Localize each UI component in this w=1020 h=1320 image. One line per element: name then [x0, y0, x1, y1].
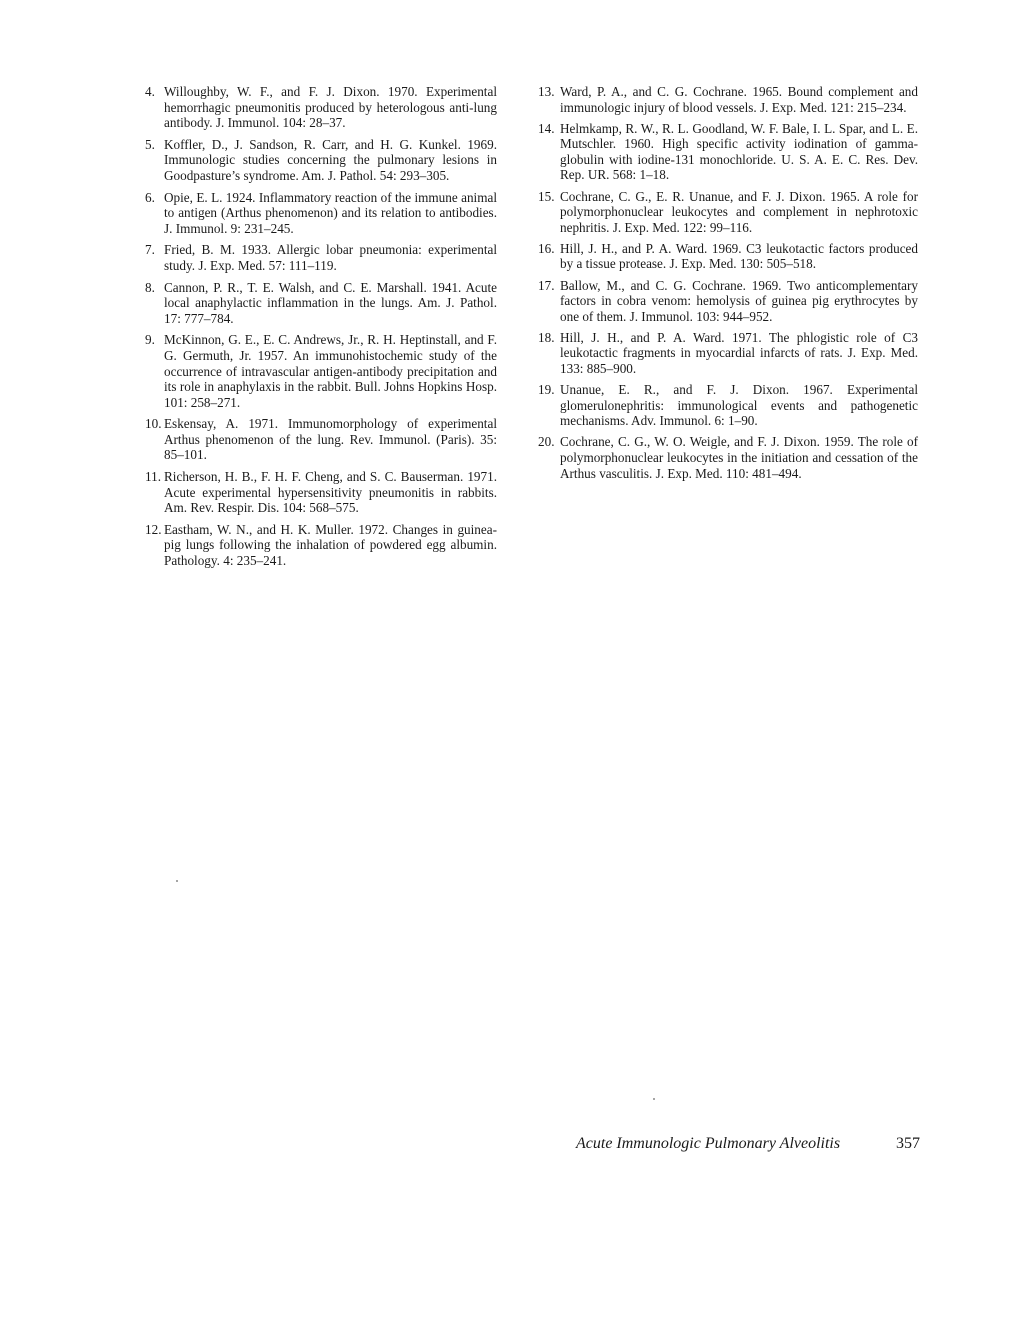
reference-text: Koffler, D., J. Sandson, R. Carr, and H. G. Kunkel. 1969. Immunologic studies concerning the pulmonary lesions in Goodpasture’s syndrome. Am. J. Pathol. 54: 293–305. [164, 136, 497, 183]
running-title: Acute Immunologic Pulmonary Alveolitis [576, 1135, 841, 1152]
reference-number: 7. [145, 242, 155, 258]
reference-text: Helmkamp, R. W., R. L. Goodland, W. F. Bale, I. L. Spar, and L. E. Mutschler. 1960. High specific activity iodination of gamma-globulin with iodine-131 monochloride. U. S. A. E. C. Res. Dev. Rep. UR. 568: 1–18. [560, 120, 918, 183]
reference-item-7 [145, 242, 497, 273]
reference-item-13 [538, 84, 918, 115]
reference-text: Unanue, E. R., and F. J. Dixon. 1967. Experimental glomerulonephritis: immunological events and pathogenetic mechanisms. Adv. Immunol. 6: 1–90. [560, 382, 918, 429]
reference-item-18 [538, 330, 918, 377]
reference-item-12 [145, 522, 497, 569]
reference-item-4 [145, 84, 497, 131]
reference-item-6 [145, 190, 497, 237]
reference-number: 8. [145, 279, 155, 295]
reference-item-17 [538, 278, 918, 325]
reference-item-19 [538, 382, 918, 429]
reference-item-15 [538, 189, 918, 236]
reference-text: Hill, J. H., and P. A. Ward. 1971. The phlogistic role of C3 leukotactic fragments in myocardial infarcts of rats. J. Exp. Med. 133: 885–900. [560, 329, 918, 376]
reference-text: Richerson, H. B., F. H. F. Cheng, and S. C. Bauserman. 1971. Acute experimental hypersensitivity pneumonitis in rabbits. Am. Rev. Respir. Dis. 104: 568–575. [164, 469, 497, 516]
reference-number: 13. [538, 84, 555, 99]
reference-number: 11. [145, 469, 161, 485]
reference-number: 14. [538, 120, 555, 136]
reference-text: Eskensay, A. 1971. Immunomorphology of experimental Arthus phenomenon of the lung. Rev. Immunol. (Paris). 35: 85–101. [164, 416, 497, 463]
reference-text: Ballow, M., and C. G. Cochrane. 1969. Two anticomplementary factors in cobra venom: hemolysis of guinea pig erythrocytes by one of them. J. Immunol. 103: 944–952. [560, 277, 918, 324]
reference-item-8 [145, 280, 497, 327]
reference-item-10 [145, 416, 497, 463]
reference-text: Fried, B. M. 1933. Allergic lobar pneumonia: experimental study. J. Exp. Med. 57: 111–119. [164, 242, 497, 273]
reference-text: Ward, P. A., and C. G. Cochrane. 1965. Bound complement and immunologic injury of blood vessels. J. Exp. Med. 121: 215–234. [560, 84, 918, 115]
reference-number: 6. [145, 189, 155, 205]
reference-text: Cochrane, C. G., W. O. Weigle, and F. J. Dixon. 1959. The role of polymorphonuclear leukocytes in the initiation and cessation of the Arthus vasculitis. J. Exp. Med. 110: 481–494. [560, 434, 918, 481]
reference-number: 12. [145, 521, 162, 537]
reference-number: 20. [538, 434, 555, 450]
reference-text: Opie, E. L. 1924. Inflammatory reaction of the immune animal to antigen (Arthus phenomenon) and its relation to antibodies. J. Immunol. 9: 231–245. [164, 189, 497, 236]
reference-text: Eastham, W. N., and H. K. Muller. 1972. Changes in guinea-pig lungs following the inhalation of powdered egg albumin. Pathology. 4: 235–241. [164, 521, 497, 569]
reference-number: 10. [145, 416, 162, 432]
reference-item-16 [538, 241, 918, 272]
reference-text: Hill, J. H., and P. A. Ward. 1969. C3 leukotactic factors produced by a tissue protease. J. Exp. Med. 130: 505–518. [560, 240, 918, 272]
reference-number: 9. [145, 332, 155, 348]
reference-text: McKinnon, G. E., E. C. Andrews, Jr., R. H. Heptinstall, and F. G. Germuth, Jr. 1957. An immunohistochemic study of the occurrence of intravascular antigen-antibody precipitation and its role in anaphylaxis in the rabbit. Bull. Johns Hopkins Hosp. 101: 258–271. [164, 332, 497, 410]
reference-text: Willoughby, W. F., and F. J. Dixon. 1970. Experimental hemorrhagic pneumonitis produced by heterologous anti-lung antibody. J. Immunol. 104: 28–37. [164, 84, 497, 131]
scan-speck [653, 1098, 655, 1100]
scan-speck [176, 880, 178, 882]
reference-text: Cannon, P. R., T. E. Walsh, and C. E. Marshall. 1941. Acute local anaphylactic inflammation in the lungs. Am. J. Pathol. 17: 777–784. [164, 279, 497, 326]
reference-number: 18. [538, 329, 555, 345]
reference-item-20 [538, 434, 918, 481]
reference-item-14 [538, 121, 918, 183]
reference-item-5 [145, 137, 497, 184]
reference-number: 15. [538, 188, 555, 204]
references-left-column [145, 84, 497, 575]
reference-number: 17. [538, 277, 555, 293]
reference-number: 16. [538, 240, 555, 256]
page-number: 357 [896, 1135, 920, 1152]
reference-number: 19. [538, 382, 555, 398]
reference-item-11 [145, 469, 497, 516]
reference-item-9 [145, 332, 497, 410]
reference-number: 4. [145, 84, 155, 99]
reference-number: 5. [145, 136, 155, 152]
reference-text: Cochrane, C. G., E. R. Unanue, and F. J. Dixon. 1965. A role for polymorphonuclear leukocytes and complement in nephrotoxic nephritis. J. Exp. Med. 122: 99–116. [560, 188, 918, 235]
references-right-column [538, 84, 918, 487]
